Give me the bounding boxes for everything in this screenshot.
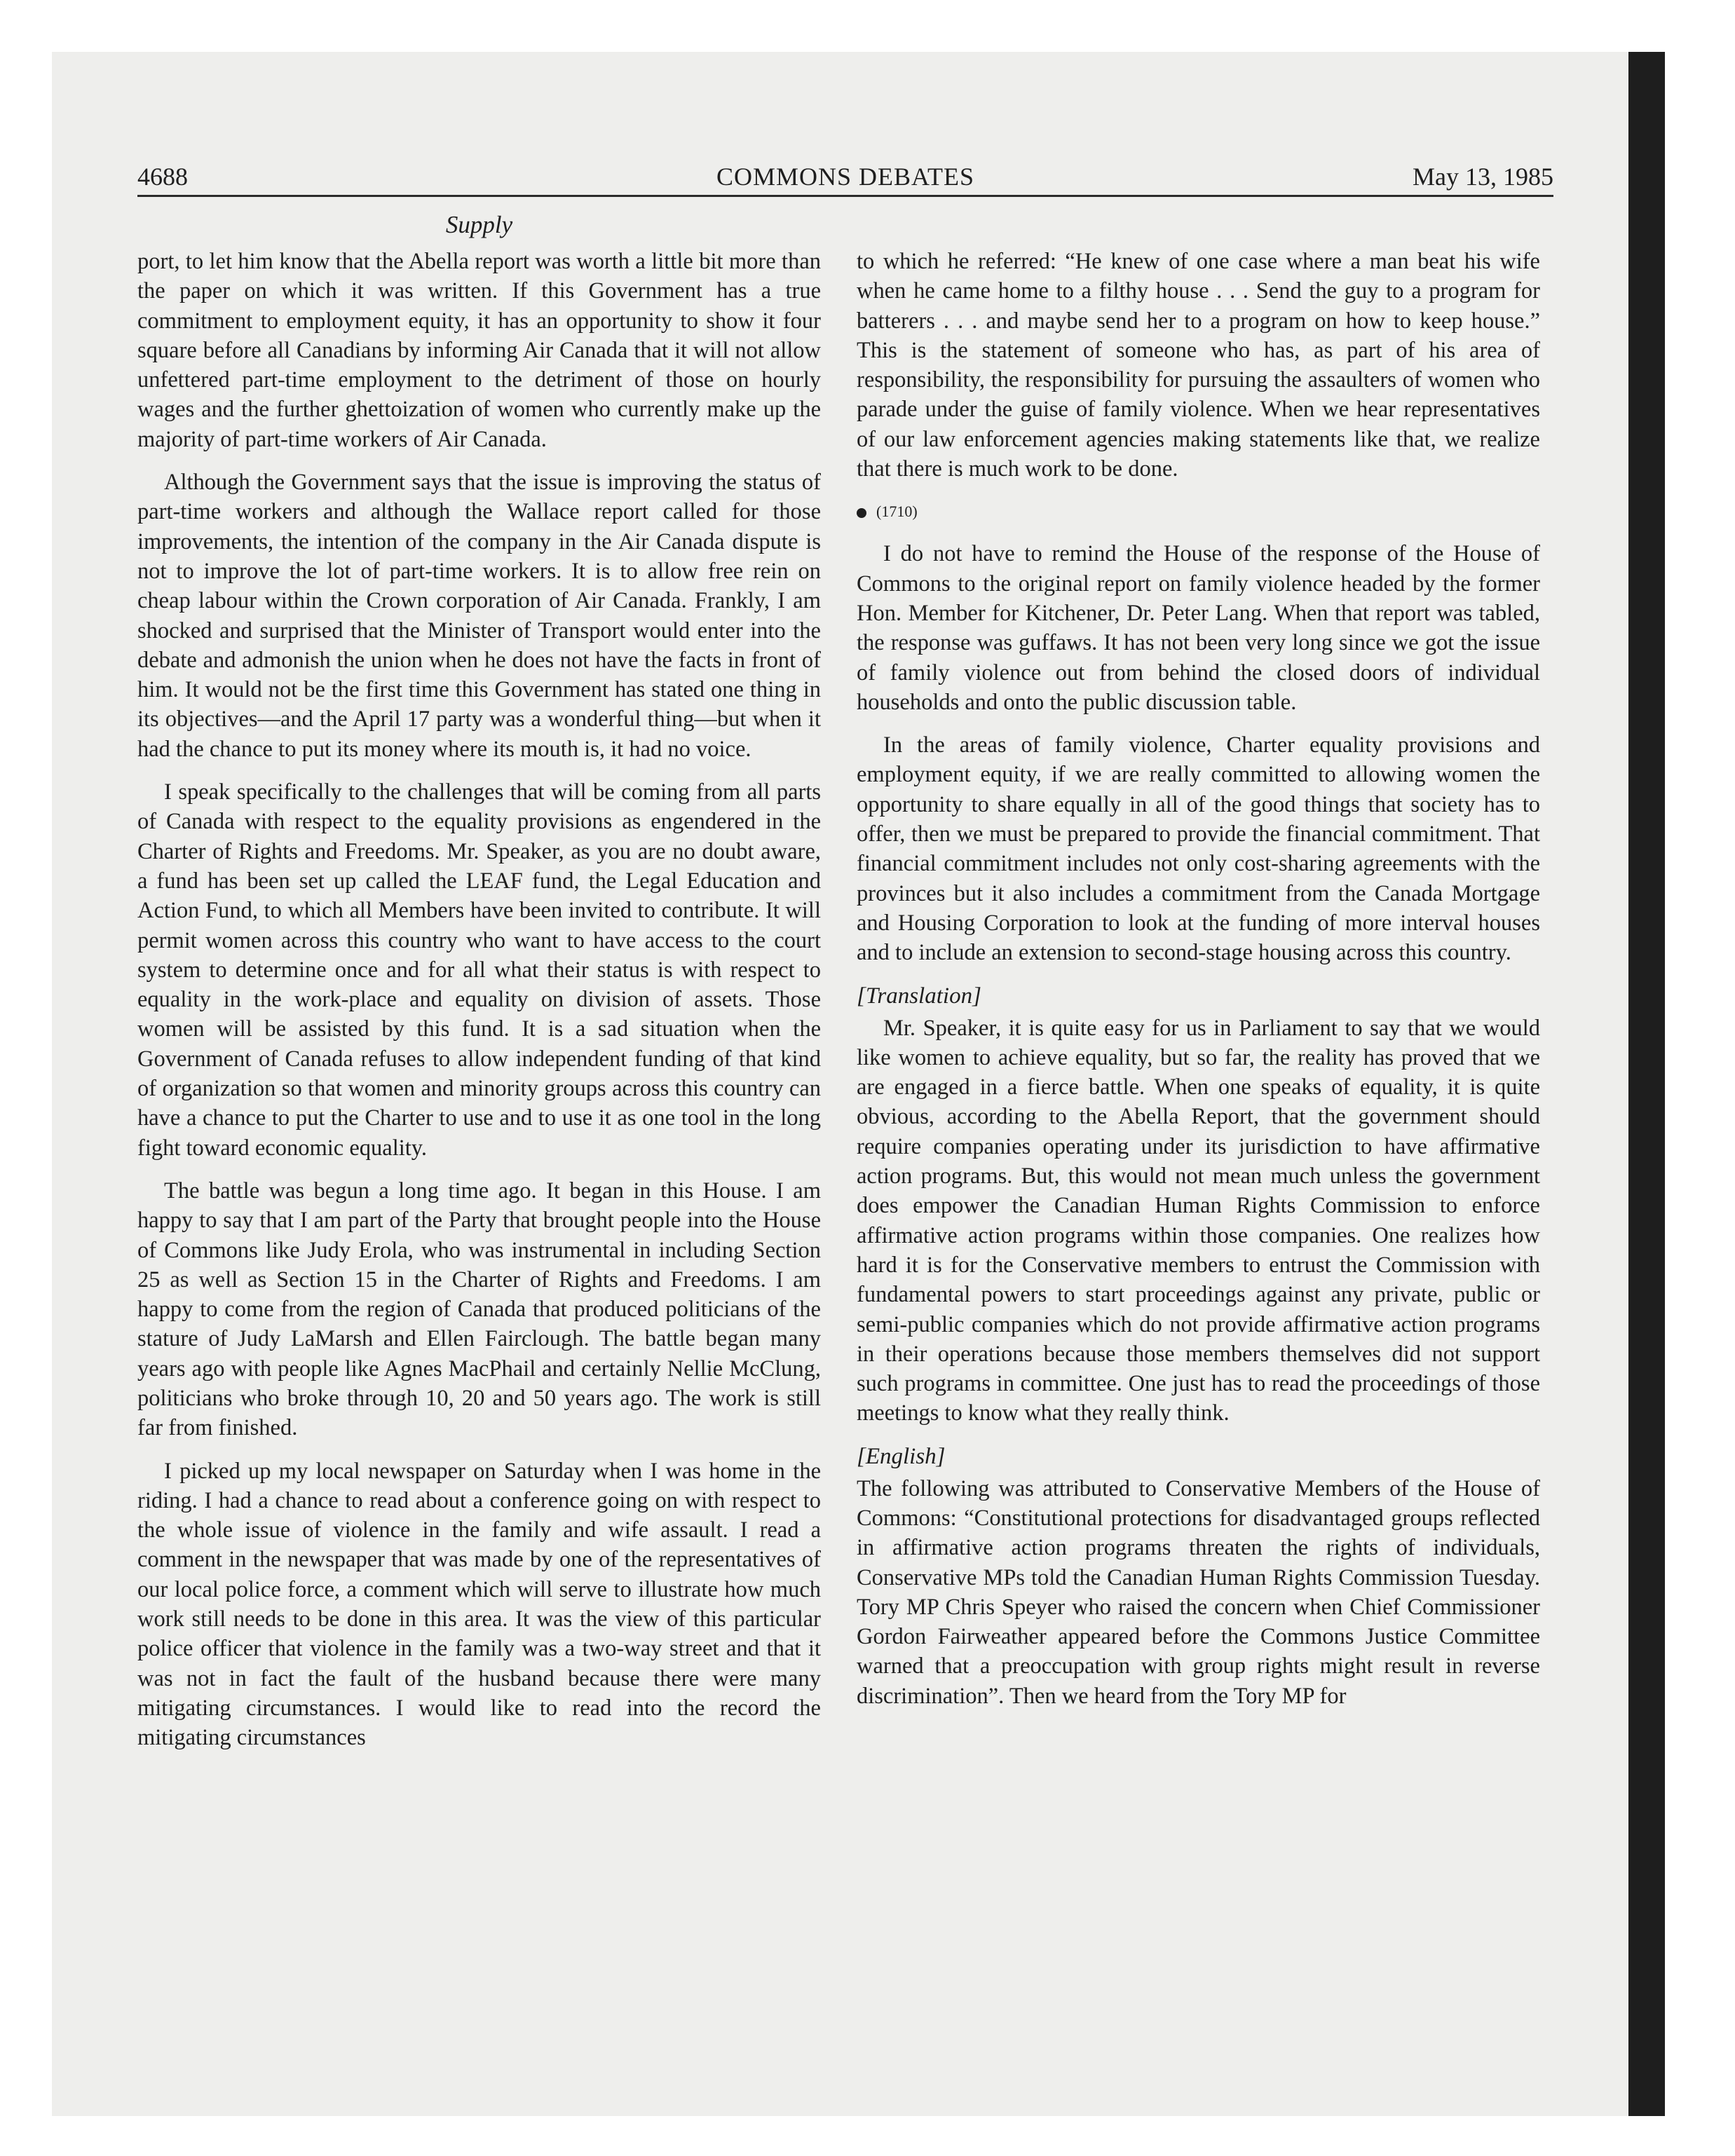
page-number: 4688 [137,163,188,191]
right-column [857,247,1540,1724]
paragraph: I picked up my local newspaper on Saturday when I was home in the riding. I had a chance to read about a conference going on with respect to the whole issue of violence in the family and wife assault. I read a comment in the newspaper that was made by one of the representatives of our local police force, a comment which will serve to illustrate how much work still needs to be done in this area. It was the view of this particular police officer that violence in the family was a two-way street and that it was not in fact the fault of the husband because there were many mitigating circumstances. I would like to read into the record the mitigating circumstances [137,1458,821,1751]
translation-tag: [Translation] [857,983,981,1009]
paragraph: In the areas of family violence, Charter equality provisions and employment equity, if we are really committed to allowing women the opportunity to share equally in all of the good things that society has to offer, then we must be prepared to provide the financial commitment. That financial commitment includes not only cost-sharing agreements with the provinces but it also includes a commitment from the Canada Mortgage and Housing Corporation to look at the funding of more interval houses and to include an extension to second-stage housing across this country. [857,732,1540,966]
paragraph: Although the Government says that the issue is improving the status of part-time workers and although the Wallace report called for those improvements, the intention of the company in the Air Canada dispute is not to improve the lot of part-time workers. It is to allow free rein on cheap labour within the Crown corporation of Air Canada. Frankly, I am shocked and surprised that the Minister of Transport would enter into the debate and admonish the union when he does not have the facts in front of him. It would not be the first time this Government has stated one thing in its objectives—and the April 17 party was a wonderful thing—but when it had the chance to put its money where its mouth is, it had no voice. [137,470,821,762]
paragraph: to which he referred: “He knew of one case where a man beat his wife when he came home to a filthy house . . . Send the guy to a program for batterers . . . and maybe send her to a program on how to keep house.” This is the statement of someone who has, as part of his area of responsibility, the responsibility for pursuing the assaulters of women who parade under the guise of family violence. When we hear representatives of our law enforcement agencies making statements like that, we realize that there is much work to be done. [857,249,1540,482]
bullet-icon [857,508,866,518]
paragraph: I do not have to remind the House of the response of the House of Commons to the original report on family violence headed by the former Hon. Member for Kitchener, Dr. Peter Lang. When that report was tabled, the response was guffaws. It has not been very long since we got the issue of family violence out from behind the closed doors of individual households and onto the public discussion table. [857,541,1540,715]
paragraph: The following was attributed to Conservative Members of the House of Commons: “Constitutional protections for disadvantaged groups reflected in affirmative action programs threaten the rights of individuals, Conservative MPs told the Canadian Human Rights Commission Tuesday. Tory MP Chris Speyer who raised the concern when Chief Commissioner Gordon Fairweather appeared before the Commons Justice Committee warned that a preoccupation with group rights might result in reverse discrimination”. Then we heard from the Tory MP for [857,1475,1540,1709]
running-header [137,160,1553,193]
paragraph: I speak specifically to the challenges that will be coming from all parts of Canada with respect to the equality provisions as engendered in the Charter of Rights and Freedoms. Mr. Speaker, as you are no doubt aware, a fund has been set up called the LEAF fund, the Legal Education and Action Fund, to which all Members have been invited to contribute. It will permit women across this country who want to have access to the court system to determine once and for all what their status is with respect to equality in the work-place and equality on division of assets. Those women will be assisted by this fund. It is a sad situation when the Government of Canada refuses to allow independent funding of that kind of organization so that women and minority groups across this country can have a chance to put the Charter to use and to use it as one tool in the long fight toward economic equality. [137,779,821,1161]
left-column [137,247,821,1766]
paragraph: The battle was begun a long time ago. It began in this House. I am happy to say that I am part of the Party that brought people into the House of Commons like Judy Erola, who was instrumental in including Section 25 as well as Section 15 in the Charter of Rights and Freedoms. I am happy to come from the region of Canada that produced politicians of the stature of Judy LaMarsh and Ellen Fairclough. The battle began many years ago with people like Agnes MacPhail and certainly Nellie McClung, politicians who broke through 10, 20 and 50 years ago. The work is still far from finished. [137,1178,821,1441]
scan-binding-edge [1628,52,1665,2116]
paragraph: port, to let him know that the Abella report was worth a little bit more than the paper on which it was written. If this Government has a true commitment to employment equity, it has an opportunity to show it four square before all Canadians by informing Air Canada that it will not allow unfettered part-time employment to the detriment of those on hourly wages and the further ghettoization of women who currently make up the majority of part-time workers of Air Canada. [137,249,821,452]
publication-title: COMMONS DEBATES [716,163,975,191]
section-title: Supply [445,211,513,238]
paragraph: Mr. Speaker, it is quite easy for us in Parliament to say that we would like women to achieve equality, but so far, the reality has proved that we are engaged in a fierce battle. When one speaks of equality, it is quite obvious, according to the Abella Report, that the government should require companies operating under its jurisdiction to have affirmative action programs. But, this would not mean much unless the government does empower the Canadian Human Rights Commission to enforce affirmative action programs within those companies. One realizes how hard it is for the Conservative members to entrust the Commission with fundamental powers to start proceedings against any private, public or semi-public companies which do not provide affirmative action programs in their operations because those members themselves did not support such programs in committee. One just has to read the proceedings of those meetings to know what they really think. [857,1015,1540,1426]
english-tag: [English] [857,1443,946,1469]
time-marker [857,497,1540,526]
header-rule [137,195,1553,197]
issue-date: May 13, 1985 [1413,163,1553,191]
time-marker-label: (1710) [876,503,918,521]
